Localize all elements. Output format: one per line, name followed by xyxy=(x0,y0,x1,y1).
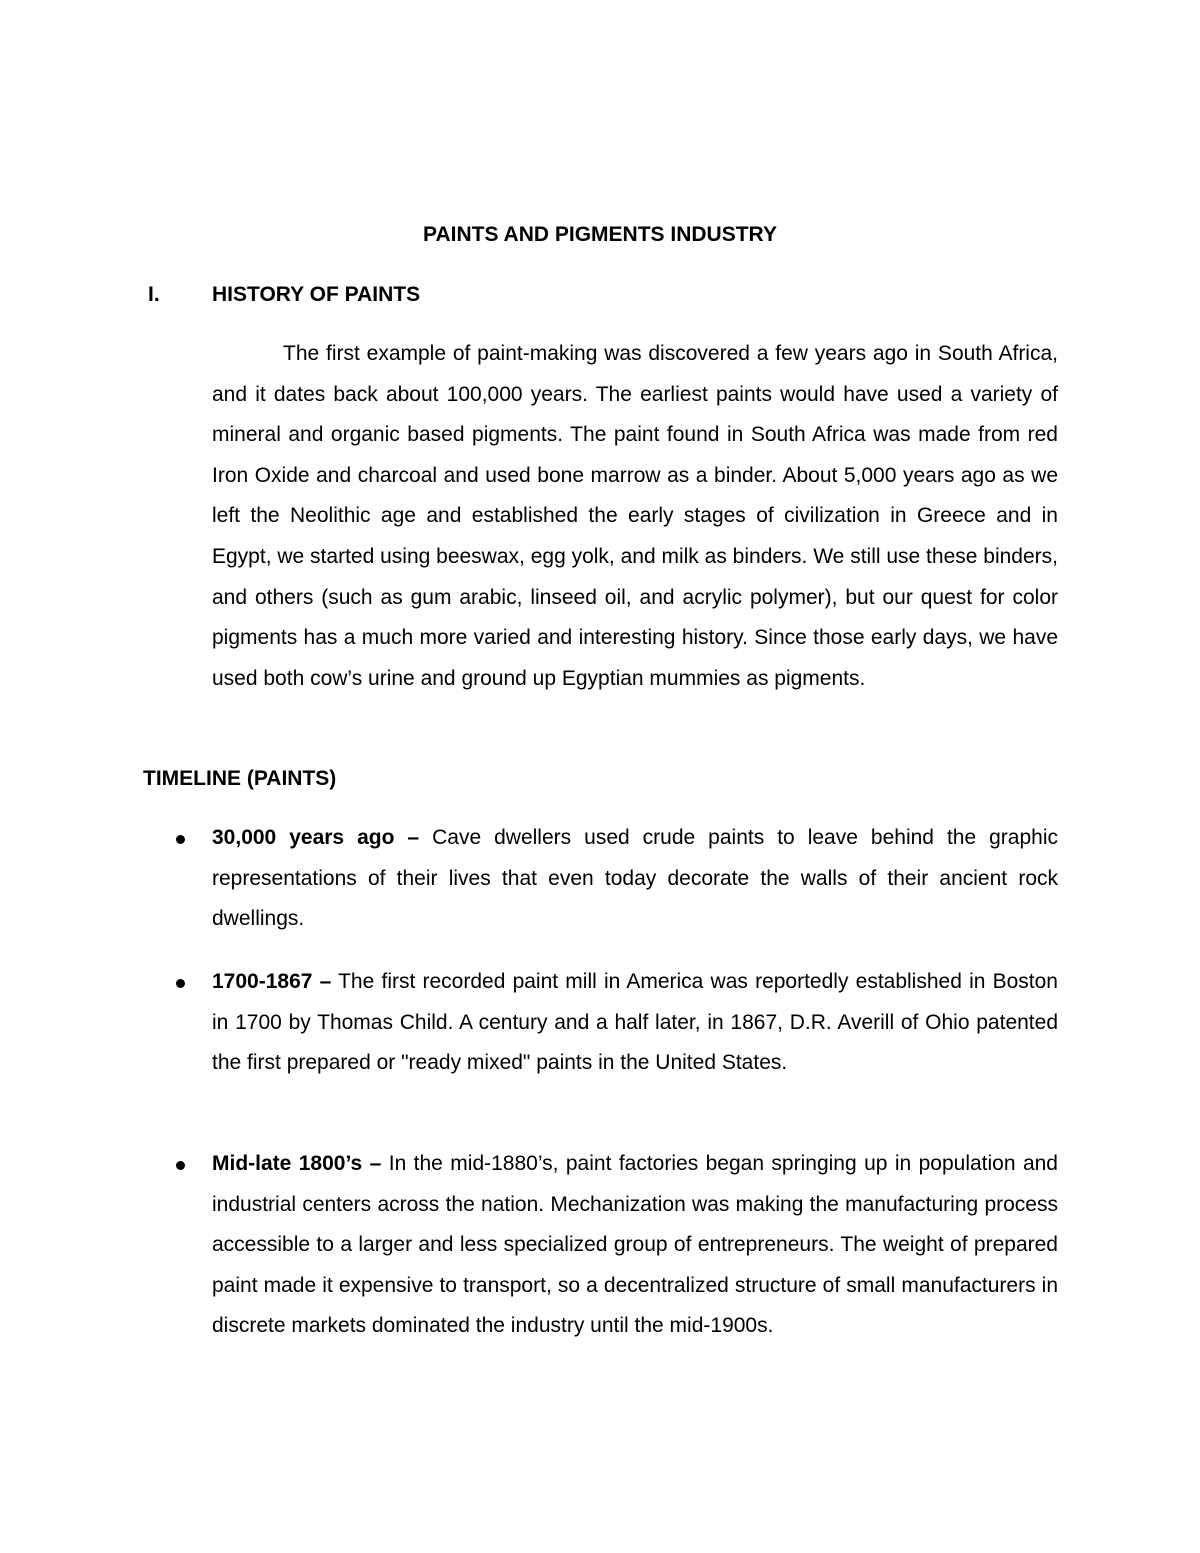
timeline-item xyxy=(212,818,1058,940)
timeline-term: Mid-late 1800’s – xyxy=(212,1152,382,1175)
timeline-text: Cave dwellers used crude paints to leave behind the graphic representations of their lives that even today decorate the walls of their ancient rock dwellings. xyxy=(212,826,1059,931)
document-title: PAINTS AND PIGMENTS INDUSTRY xyxy=(423,223,777,246)
bullet-icon xyxy=(176,1161,185,1170)
bullet-icon xyxy=(176,835,185,844)
history-paragraph: The first example of paint-making was discovered a few years ago in South Africa, and it dates back about 100,000 years. The earliest paints would have used a variety of mineral and organic based pigments. The paint found in South Africa was made from red Iron Oxide and charcoal and used bone marrow as a binder. About 5,000 years ago as we left the Neolithic age and established the early stages of civilization in Greece and in Egypt, we started using beeswax, egg yolk, and milk as binders. We still use these binders, and others (such as gum arabic, linseed oil, and acrylic polymer), but our quest for color pigments has a much more varied and interesting history. Since those early days, we have used both cow’s urine and ground up Egyptian mummies as pigments. xyxy=(212,342,1058,690)
timeline-text: In the mid-1880’s, paint factories began springing up in population and industrial centers across the nation. Mechanization was making the manufacturing process accessible to a larger and less specialized group of entrepreneurs. The weight of prepared paint made it expensive to transport, so a decentralized structure of small manufacturers in discrete markets dominated the industry until the mid-1900s. xyxy=(212,1152,1058,1338)
timeline-item xyxy=(212,1144,1058,1347)
section-heading xyxy=(148,282,420,308)
timeline-heading: TIMELINE (PAINTS) xyxy=(143,767,337,790)
timeline-item xyxy=(212,962,1058,1084)
section-heading-text: HISTORY OF PAINTS xyxy=(212,283,421,306)
timeline-term: 30,000 years ago – xyxy=(212,826,420,849)
section-number: I. xyxy=(148,283,160,306)
timeline-text: The first recorded paint mill in America was reportedly established in Boston in 1700 by Thomas Child. A century and a half later, in 1867, D.R. Averill of Ohio patented the first prepared or "ready mixed" paints in the United States. xyxy=(212,970,1058,1075)
timeline-term: 1700-1867 – xyxy=(212,970,332,993)
bullet-icon xyxy=(176,979,185,988)
